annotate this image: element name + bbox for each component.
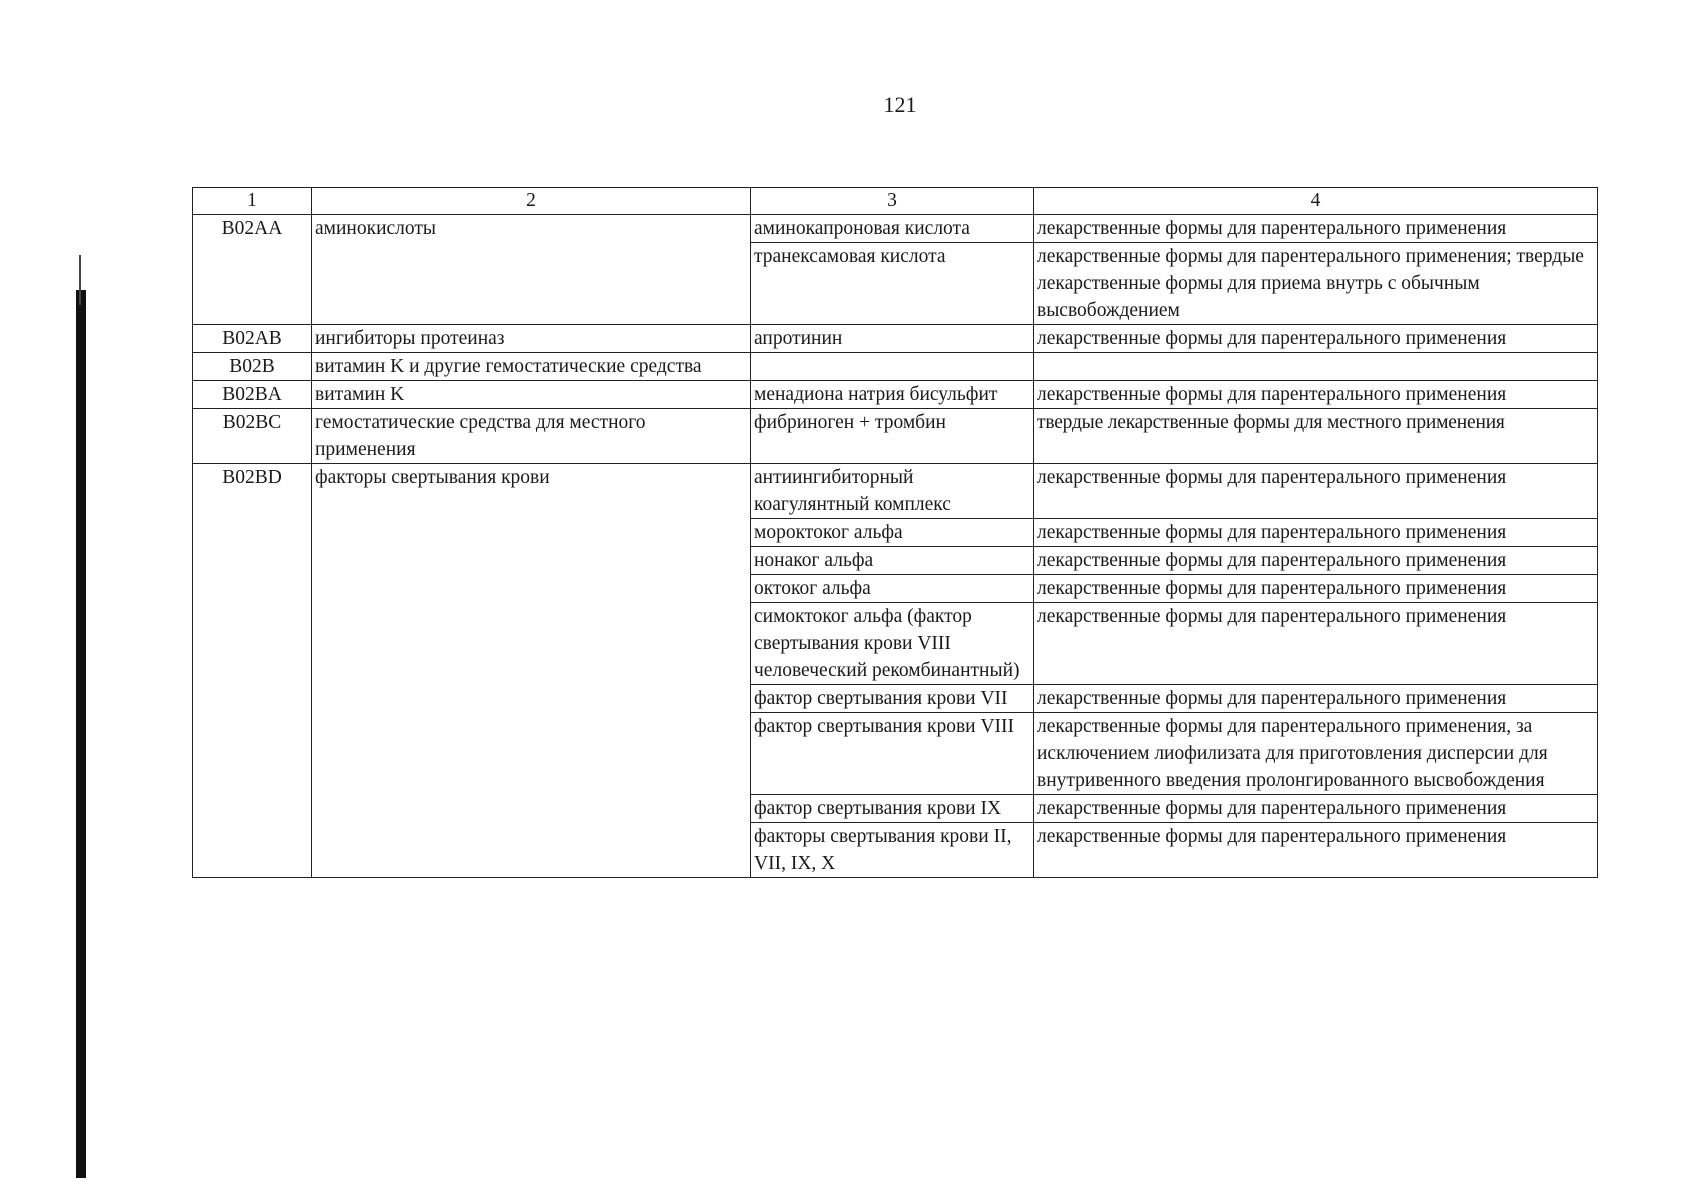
dosage-forms-cell: лекарственные формы для парентерального применения, за исключением лиофилизата для приготовления дисперсии для внутривенного введения пролонгированного высвобождения (1034, 713, 1598, 795)
scan-edge-line (79, 255, 81, 305)
drug-name-cell: октоког альфа (751, 575, 1034, 603)
dosage-forms-cell: лекарственные формы для парентерального применения (1034, 795, 1598, 823)
group-name-cell: гемостатические средства для местного применения (312, 409, 751, 464)
column-header-2: 2 (312, 188, 751, 215)
page-number: 121 (883, 92, 917, 117)
dosage-forms-cell (1034, 353, 1598, 381)
atc-code-cell: B02B (193, 353, 312, 381)
dosage-forms-cell: лекарственные формы для парентерального применения (1034, 464, 1598, 519)
group-name-cell: витамин K и другие гемостатические средства (312, 353, 751, 381)
table-row (193, 215, 1598, 243)
dosage-forms-cell: лекарственные формы для парентерального применения (1034, 381, 1598, 409)
column-header-3: 3 (751, 188, 1034, 215)
drug-name-cell: апротинин (751, 325, 1034, 353)
drug-list-table (192, 187, 1598, 878)
drug-name-cell (751, 353, 1034, 381)
column-header-1: 1 (193, 188, 312, 215)
drug-name-cell: фактор свертывания крови VII (751, 685, 1034, 713)
table-row (193, 353, 1598, 381)
atc-code-cell: B02AB (193, 325, 312, 353)
drug-name-cell: менадиона натрия бисульфит (751, 381, 1034, 409)
table-row (193, 409, 1598, 464)
drug-name-cell: фибриноген + тромбин (751, 409, 1034, 464)
table-header-row (193, 188, 1598, 215)
group-name-cell: витамин K (312, 381, 751, 409)
table-row (193, 464, 1598, 519)
column-header-4: 4 (1034, 188, 1598, 215)
table-row (193, 325, 1598, 353)
dosage-forms-cell: лекарственные формы для парентерального применения (1034, 575, 1598, 603)
drug-name-cell: фактор свертывания крови IX (751, 795, 1034, 823)
atc-code-cell: B02BD (193, 464, 312, 878)
group-name-cell: факторы свертывания крови (312, 464, 751, 878)
scan-edge-mark (76, 290, 86, 1178)
drug-name-cell: факторы свертывания крови II, VII, IX, X (751, 823, 1034, 878)
dosage-forms-cell: лекарственные формы для парентерального применения (1034, 823, 1598, 878)
dosage-forms-cell: твердые лекарственные формы для местного применения (1034, 409, 1598, 464)
dosage-forms-cell: лекарственные формы для парентерального применения (1034, 603, 1598, 685)
table-row (193, 381, 1598, 409)
atc-code-cell: B02BA (193, 381, 312, 409)
group-name-cell: ингибиторы протеиназ (312, 325, 751, 353)
drug-name-cell: аминокапроновая кислота (751, 215, 1034, 243)
dosage-forms-cell: лекарственные формы для парентерального применения (1034, 519, 1598, 547)
dosage-forms-cell: лекарственные формы для парентерального применения (1034, 685, 1598, 713)
dosage-forms-cell: лекарственные формы для парентерального применения (1034, 547, 1598, 575)
drug-name-cell: симоктоког альфа (фактор свертывания крови VIII человеческий рекомбинантный) (751, 603, 1034, 685)
drug-name-cell: антиингибиторный коагулянтный комплекс (751, 464, 1034, 519)
atc-code-cell: B02AA (193, 215, 312, 325)
group-name-cell: аминокислоты (312, 215, 751, 325)
drug-name-cell: транексамовая кислота (751, 243, 1034, 325)
drug-name-cell: нонаког альфа (751, 547, 1034, 575)
dosage-forms-cell: лекарственные формы для парентерального применения (1034, 215, 1598, 243)
atc-code-cell: B02BC (193, 409, 312, 464)
dosage-forms-cell: лекарственные формы для парентерального применения; твердые лекарственные формы для приема внутрь с обычным высвобождением (1034, 243, 1598, 325)
drug-name-cell: фактор свертывания крови VIII (751, 713, 1034, 795)
dosage-forms-cell: лекарственные формы для парентерального применения (1034, 325, 1598, 353)
drug-name-cell: мороктоког альфа (751, 519, 1034, 547)
